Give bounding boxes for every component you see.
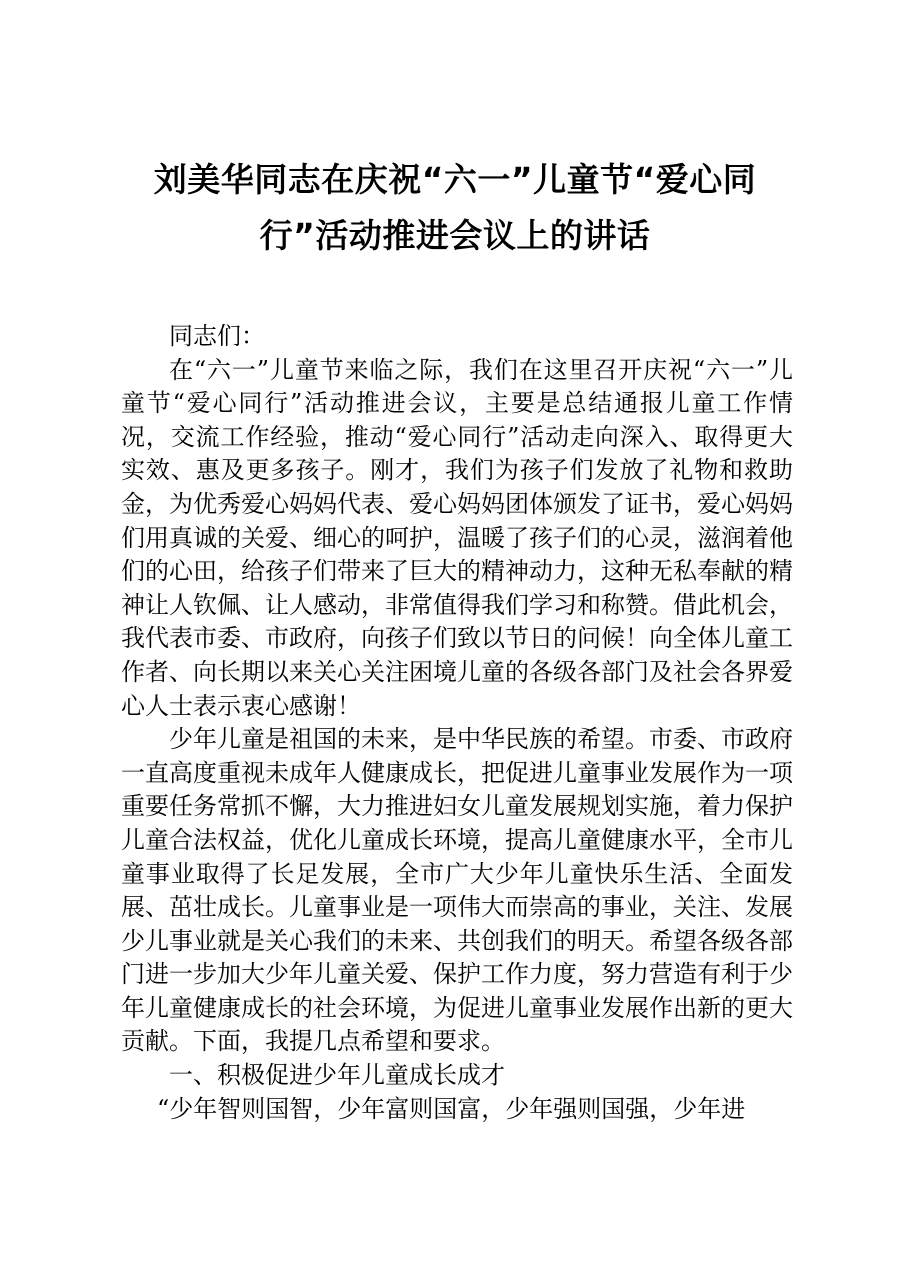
document-title	[120, 152, 790, 264]
body-paragraph-1: 在“六一”儿童节来临之际，我们在这里召开庆祝“六一”儿童节“爱心同行”活动推进会议，主要是总结通报儿童工作情况，交流工作经验，推动“爱心同行”活动走向深入、取得更大实效、惠及更多孩子。刚才，我们为孩子们发放了礼物和救助金，为优秀爱心妈妈代表、爱心妈妈团体颁发了证书，爱心妈妈们用真诚的关爱、细心的呵护，温暖了孩子们的心灵，滋润着他们的心田，给孩子们带来了巨大的精神动力，这种无私奉献的精神让人钦佩、让人感动，非常值得我们学习和称赞。借此机会，我代表市委、市政府，向孩子们致以节日的问候！向全体儿童工作者、向长期以来关心关注困境儿童的各级各部门及社会各界爱心人士表示衷心感谢！	[121, 355, 793, 720]
body-paragraph-2: 少年儿童是祖国的未来，是中华民族的希望。市委、市政府一直高度重视未成年人健康成长，把促进儿童事业发展作为一项重要任务常抓不懈，大力推进妇女儿童发展规划实施，着力保护儿童合法权益，优化儿童成长环境，提高儿童健康水平，全市儿童事业取得了长足发展，全市广大少年儿童快乐生活、全面发展、茁壮成长。儿童事业是一项伟大而崇高的事业，关注、发展少儿事业就是关心我们的未来、共创我们的明天。希望各级各部门进一步加大少年儿童关爱、保护工作力度，努力营造有利于少年儿童健康成长的社会环境，为促进儿童事业发展作出新的更大贡献。下面，我提几点希望和要求。	[121, 725, 793, 1056]
body-paragraph-3: “少年智则国智，少年富则国富，少年强则国强，少年进	[157, 1094, 746, 1123]
title-line-1: 刘美华同志在庆祝“六一”儿童节“爱心同	[153, 160, 757, 199]
section-heading: 一、积极促进少年儿童成长成才	[169, 1061, 505, 1090]
salutation: 同志们：	[169, 322, 265, 350]
title-line-2: 行”活动推进会议上的讲话	[259, 216, 651, 255]
document-body	[121, 320, 793, 1126]
